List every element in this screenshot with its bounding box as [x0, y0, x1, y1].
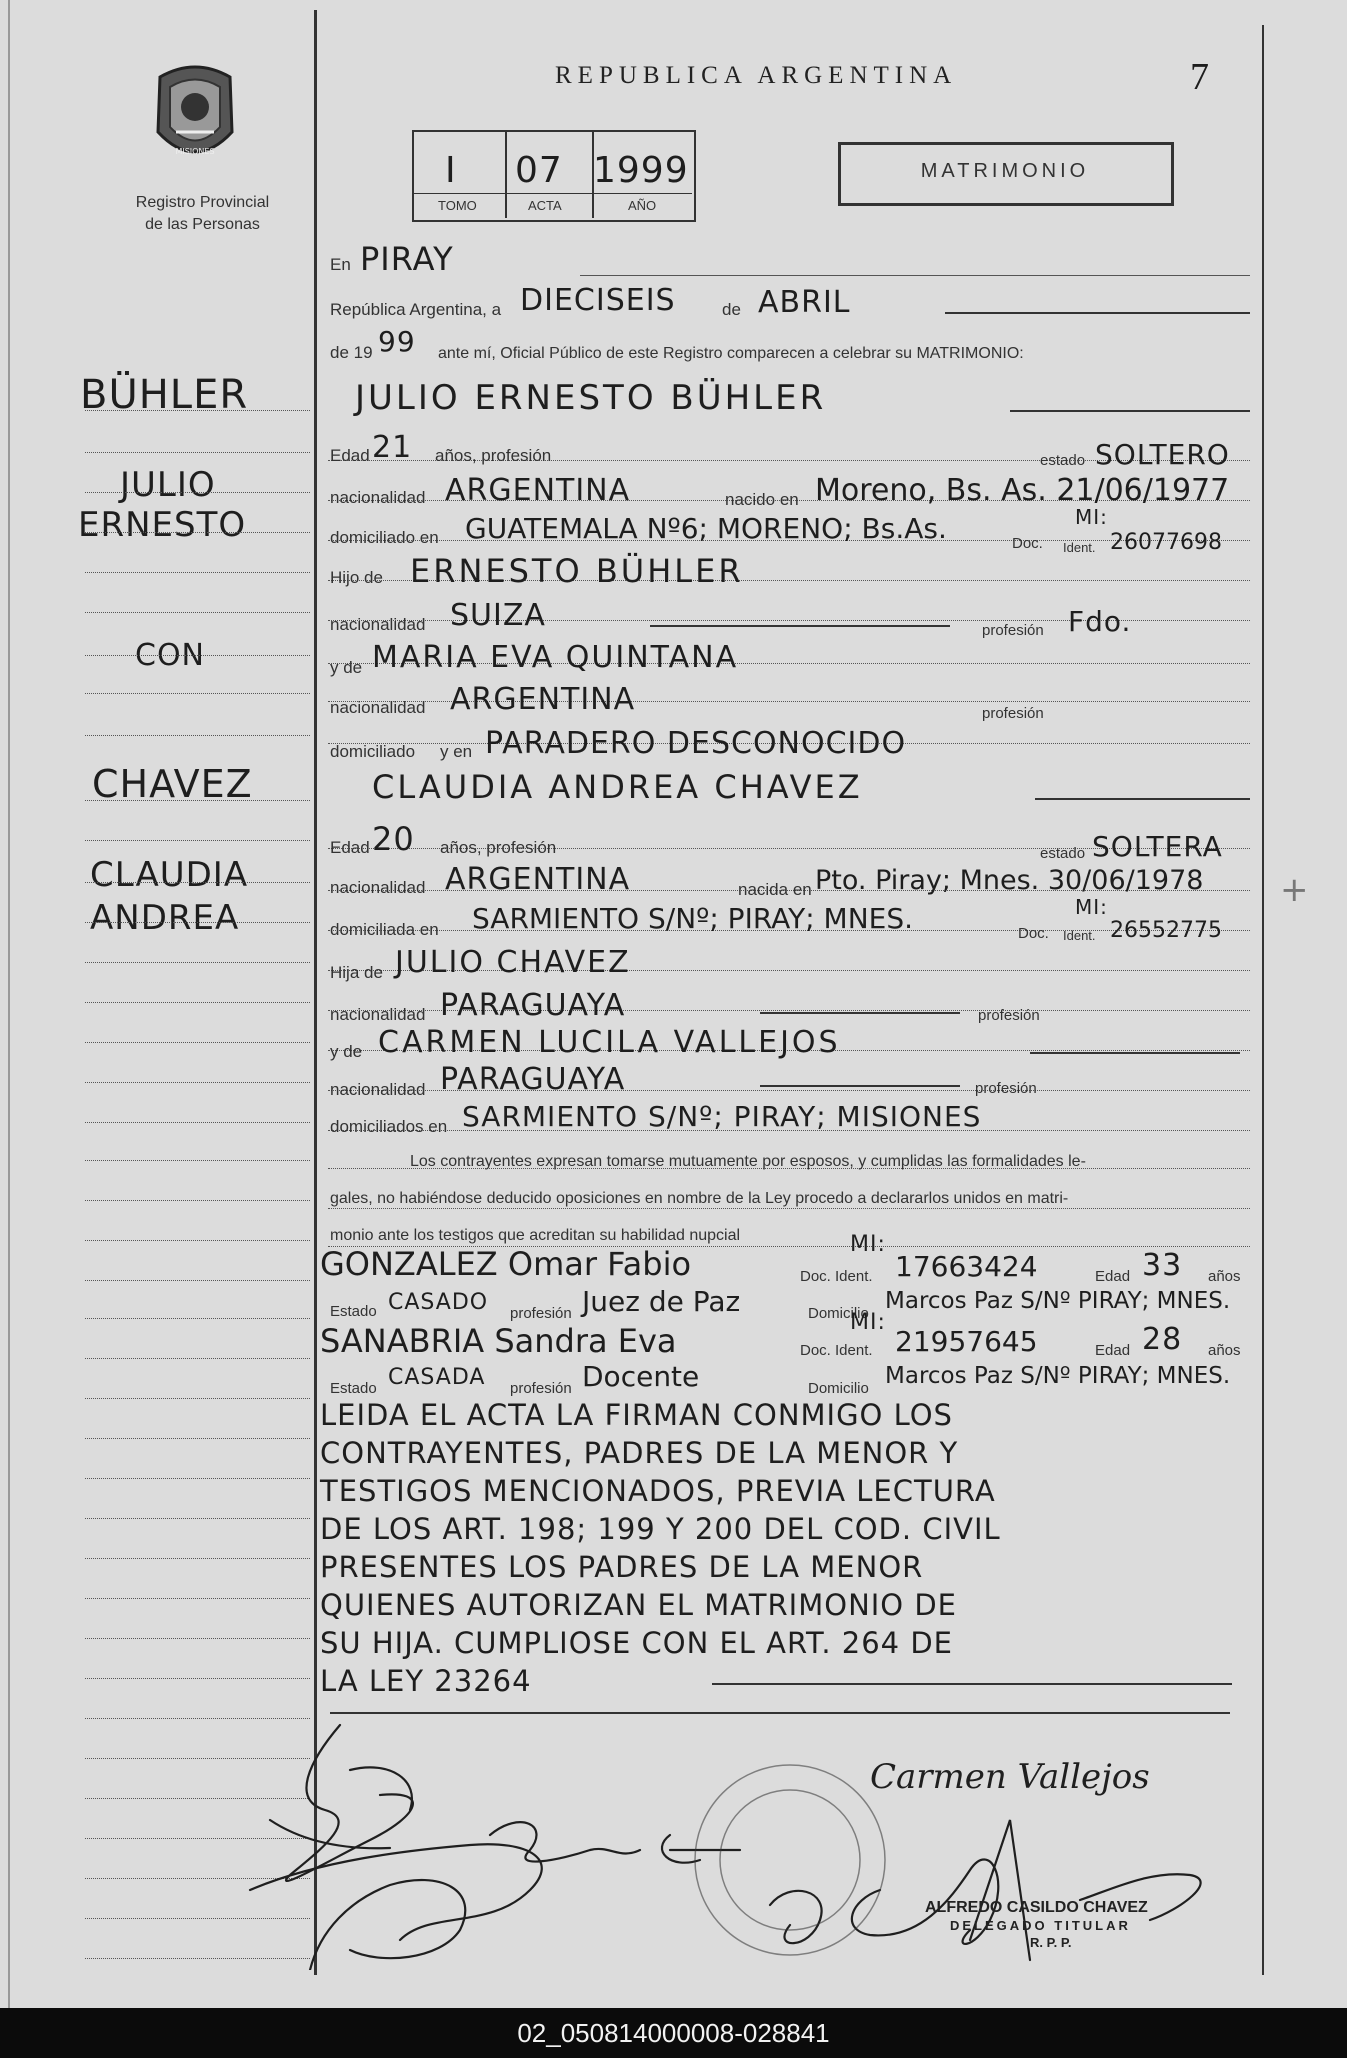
label-w2-docident: Doc. Ident.: [800, 1342, 873, 1359]
groom-mi: MI:: [1075, 505, 1108, 529]
label-w2-estado: Estado: [330, 1380, 377, 1397]
label-w1-domicilio: Domicilio: [808, 1305, 869, 1322]
formal-line-3: monio ante los testigos que acreditan su habilidad nupcial: [330, 1227, 741, 1244]
margin-groom-names-1: JULIO: [120, 465, 216, 505]
margin-ruled-line: [85, 1678, 310, 1679]
witness1-status: CASADO: [388, 1290, 489, 1315]
margin-ruled-line: [85, 1318, 310, 1319]
signature-groom: [286, 1725, 413, 1881]
witness2-mi: MI:: [850, 1310, 886, 1335]
groom-status: SOLTERO: [1095, 438, 1230, 471]
groom-address: GUATEMALA Nº6; MORENO; Bs.As.: [465, 512, 947, 545]
line-bride-mother-nat: [760, 1085, 960, 1087]
line-bride-mother: [1030, 1052, 1240, 1054]
formal-line-1: Los contrayentes expresan tomarse mutuamente por esposos, y cumplidas las formalidades le-: [410, 1153, 1086, 1170]
svg-text:ALFREDO CASILDO CHAVEZ: ALFREDO CASILDO CHAVEZ: [925, 1899, 1148, 1916]
groom-father: ERNESTO BÜHLER: [410, 552, 744, 590]
svg-text:Carmen Vallejos: Carmen Vallejos: [870, 1757, 1150, 1797]
acta-label: ACTA: [528, 198, 562, 213]
margin-ruled-line: [85, 1240, 310, 1241]
note-line: LEIDA EL ACTA LA FIRMAN CONMIGO LOS: [320, 1398, 953, 1432]
margin-ruled-line: [85, 410, 310, 411]
label-domiciliados-groom-en: y en: [440, 742, 473, 761]
bride-parents-address: SARMIENTO S/Nº; PIRAY; MISIONES: [462, 1100, 982, 1133]
label-prof-bride-father: profesión: [978, 1007, 1040, 1024]
signature-judge: [310, 1880, 465, 1970]
groom-mother-nationality: ARGENTINA: [450, 682, 636, 717]
margin-ruled-line: [85, 1398, 310, 1399]
margin-groom-surname: BÜHLER: [80, 372, 249, 418]
line-bride-father-nat: [760, 1012, 960, 1014]
margin-ruled-line: [85, 1042, 310, 1043]
label-de-19: de 19: [330, 343, 373, 362]
witness1-address: Marcos Paz S/Nº PIRAY; MNES.: [885, 1288, 1231, 1314]
line-notes-end: [712, 1683, 1232, 1685]
margin-ruled-line: [85, 655, 310, 656]
label-nac-bride-father: nacionalidad: [330, 1005, 426, 1024]
label-doc-groom: Doc.: [1012, 535, 1043, 552]
note-line: SU HIJA. CUMPLIOSE CON EL ART. 264 DE: [320, 1626, 953, 1660]
groom-full-name: JULIO ERNESTO BÜHLER: [355, 378, 827, 418]
bride-mother-nationality: PARAGUAYA: [440, 1062, 626, 1097]
groom-father-nationality: SUIZA: [450, 598, 546, 633]
groom-parents-address: PARADERO DESCONOCIDO: [485, 726, 907, 761]
witness2-address: Marcos Paz S/Nº PIRAY; MNES.: [885, 1363, 1231, 1389]
witness1-profession: Juez de Paz: [582, 1285, 741, 1318]
day: DIECISEIS: [520, 283, 676, 318]
label-w2-edad: Edad: [1095, 1342, 1131, 1359]
label-nac-bride-mother: nacionalidad: [330, 1080, 426, 1099]
margin-connector: CON: [135, 638, 206, 673]
bride-nationality: ARGENTINA: [445, 862, 631, 897]
label-profesion-bride: años, profesión: [440, 838, 557, 857]
witness1-name: GONZALEZ Omar Fabio: [320, 1245, 692, 1283]
place: PIRAY: [360, 240, 454, 278]
note-line: CONTRAYENTES, PADRES DE LA MENOR Y: [320, 1436, 959, 1470]
body-ruled-line: [328, 1208, 1250, 1209]
label-prof-bride-mother: profesión: [975, 1080, 1037, 1097]
margin-plus: +: [1280, 870, 1310, 910]
tomo-value: I: [445, 150, 457, 191]
margin-ruled-line: [85, 572, 310, 573]
label-prof-mother: profesión: [982, 705, 1044, 722]
bride-age: 20: [372, 820, 415, 858]
label-w1-docident: Doc. Ident.: [800, 1268, 873, 1285]
signature-groom-parent: [490, 1822, 640, 1861]
label-en: En: [330, 255, 351, 274]
label-domiciliados-groom: domiciliado: [330, 742, 416, 761]
doc-type: MATRIMONIO: [920, 160, 1090, 182]
margin-ruled-line: [85, 1160, 310, 1161]
formal-line-2: gales, no habiéndose deducido oposiciones en nombre de la Ley procedo a declararlos unidos en matri-: [330, 1190, 1069, 1207]
margin-ruled-line: [85, 962, 310, 963]
note-line: LA LEY 23264: [320, 1664, 532, 1698]
note-line: DE LOS ART. 198; 199 Y 200 DEL COD. CIVIL: [320, 1512, 1001, 1546]
margin-ruled-line: [85, 735, 310, 736]
margin-bride-names-1: CLAUDIA: [90, 855, 249, 895]
witness1-dni: 17663424: [895, 1250, 1038, 1283]
label-w2-domicilio: Domicilio: [808, 1380, 869, 1397]
margin-ruled-line: [85, 840, 310, 841]
label-w2-profesion: profesión: [510, 1380, 572, 1397]
label-estado-bride: estado: [1040, 845, 1086, 862]
label-domiciliado-groom: domiciliado en: [330, 528, 439, 547]
label-prof-father: profesión: [982, 622, 1044, 639]
tomo-label: TOMO: [438, 198, 477, 213]
bride-full-name: CLAUDIA ANDREA CHAVEZ: [372, 768, 863, 806]
margin-bride-names-2: ANDREA: [90, 898, 240, 938]
label-de: de: [722, 300, 741, 319]
note-line: TESTIGOS MENCIONADOS, PREVIA LECTURA: [320, 1474, 996, 1508]
label-edad-groom: Edad: [330, 446, 370, 465]
margin-ruled-line: [85, 612, 310, 613]
margin-ruled-line: [85, 1358, 310, 1359]
witness2-status: CASADA: [388, 1365, 486, 1390]
note-line: PRESENTES LOS PADRES DE LA MENOR: [320, 1550, 924, 1584]
label-nac-bride: nacionalidad: [330, 878, 426, 897]
label-ident-bride: Ident.: [1063, 928, 1096, 943]
month: ABRIL: [758, 285, 851, 320]
margin-ruled-line: [85, 1082, 310, 1083]
bride-dni: 26552775: [1110, 918, 1222, 943]
line-place: [580, 275, 1250, 276]
label-nacido-en: nacido en: [725, 490, 799, 509]
left-binding: [8, 0, 10, 2008]
witness2-dni: 21957645: [895, 1325, 1038, 1358]
margin-bride-surname: CHAVEZ: [92, 762, 253, 806]
label-profesion-groom: años, profesión: [435, 446, 552, 465]
signatures-area: [230, 1700, 1230, 1970]
margin-ruled-line: [85, 1518, 310, 1519]
label-nac-mother: nacionalidad: [330, 698, 426, 717]
margin-ruled-line: [85, 882, 310, 883]
line-date: [945, 312, 1250, 314]
label-nacida-en: nacida en: [738, 880, 812, 899]
bride-birth: Pto. Piray; Mnes. 30/06/1978: [815, 865, 1204, 896]
anio-value: 1999: [593, 150, 689, 191]
groom-mother: MARIA EVA QUINTANA: [372, 640, 739, 675]
groom-father-profession: Fdo.: [1068, 605, 1132, 638]
bride-status: SOLTERA: [1092, 830, 1223, 863]
svg-text:R. P. P.: R. P. P.: [1030, 1935, 1072, 1950]
label-doc-bride: Doc.: [1018, 925, 1049, 942]
margin-ruled-line: [85, 1438, 310, 1439]
label-w1-estado: Estado: [330, 1303, 377, 1320]
page-number: 7: [1190, 56, 1210, 98]
label-y-de-groom: y de: [330, 658, 363, 677]
witness2-age: 28: [1142, 1322, 1183, 1357]
margin-ruled-line: [85, 1280, 310, 1281]
registry-seal-icon: [140, 62, 250, 172]
witness1-mi: MI:: [850, 1232, 886, 1257]
label-w1-profesion: profesión: [510, 1305, 572, 1322]
record-id-divider-1: [505, 132, 507, 218]
margin-ruled-line: [85, 1558, 310, 1559]
label-hijo-de: Hijo de: [330, 568, 383, 587]
label-hija-de: Hija de: [330, 963, 383, 982]
groom-dni: 26077698: [1110, 530, 1222, 555]
svg-text:DELEGADO TITULAR: DELEGADO TITULAR: [950, 1918, 1131, 1933]
witness1-age: 33: [1142, 1248, 1183, 1283]
margin-ruled-line: [85, 1002, 310, 1003]
margin-ruled-line: [85, 800, 310, 801]
bride-address: SARMIENTO S/Nº; PIRAY; MNES.: [472, 902, 914, 935]
label-nac-father: nacionalidad: [330, 615, 426, 634]
witness2-name: SANABRIA Sandra Eva: [320, 1322, 677, 1360]
label-w1-anos: años: [1208, 1268, 1241, 1285]
groom-nationality: ARGENTINA: [445, 473, 631, 508]
label-estado-groom: estado: [1040, 452, 1086, 469]
registry-name: Registro Provincial de las Personas: [135, 194, 270, 233]
bride-father: JULIO CHAVEZ: [395, 945, 631, 980]
label-republica: República Argentina, a: [330, 300, 502, 319]
anio-label: AÑO: [628, 198, 657, 213]
groom-birth: Moreno, Bs. As. 21/06/1977: [815, 473, 1230, 508]
witness2-profession: Docente: [582, 1360, 700, 1393]
margin-ruled-line: [85, 1638, 310, 1639]
margin-divider: [314, 10, 317, 1975]
bride-mother: CARMEN LUCILA VALLEJOS: [378, 1025, 841, 1060]
groom-age: 21: [372, 430, 413, 465]
label-ident-groom: Ident.: [1063, 540, 1096, 555]
line-groom: [1010, 410, 1250, 412]
margin-ruled-line: [85, 693, 310, 694]
label-domiciliados-bride: domiciliados en: [330, 1117, 448, 1136]
margin-ruled-line: [85, 1478, 310, 1479]
record-id-baseline: [414, 193, 692, 194]
label-w1-edad: Edad: [1095, 1268, 1131, 1285]
label-edad-bride: Edad: [330, 838, 370, 857]
line-father-nat: [650, 625, 950, 627]
label-domiciliada-bride: domiciliada en: [330, 920, 439, 939]
label-y-de-bride: y de: [330, 1042, 363, 1061]
margin-ruled-line: [85, 1200, 310, 1201]
margin-ruled-line: [85, 1598, 310, 1599]
bride-mi: MI:: [1075, 895, 1108, 919]
label-comparecen: ante mí, Oficial Público de este Registro comparecen a celebrar su MATRIMONIO:: [438, 345, 1024, 362]
label-w2-anos: años: [1208, 1342, 1241, 1359]
right-border: [1262, 25, 1264, 1975]
margin-ruled-line: [85, 922, 310, 923]
label-nac-groom: nacionalidad: [330, 488, 426, 507]
country-heading: REPUBLICA ARGENTINA: [555, 62, 958, 89]
margin-ruled-line: [85, 452, 310, 453]
margin-ruled-line: [85, 492, 310, 493]
margin-ruled-line: [85, 1122, 310, 1123]
note-line: QUIENES AUTORIZAN EL MATRIMONIO DE: [320, 1588, 958, 1622]
bride-father-nationality: PARAGUAYA: [440, 988, 626, 1023]
acta-value: 07: [515, 150, 563, 191]
margin-ruled-line: [85, 532, 310, 533]
line-bride: [1035, 798, 1250, 800]
scan-footer: 02_050814000008-028841: [0, 2008, 1347, 2058]
margin-groom-names-2: ERNESTO: [78, 505, 247, 545]
svg-text:MISIONES: MISIONES: [175, 147, 215, 156]
year-suffix: 99: [378, 325, 416, 358]
